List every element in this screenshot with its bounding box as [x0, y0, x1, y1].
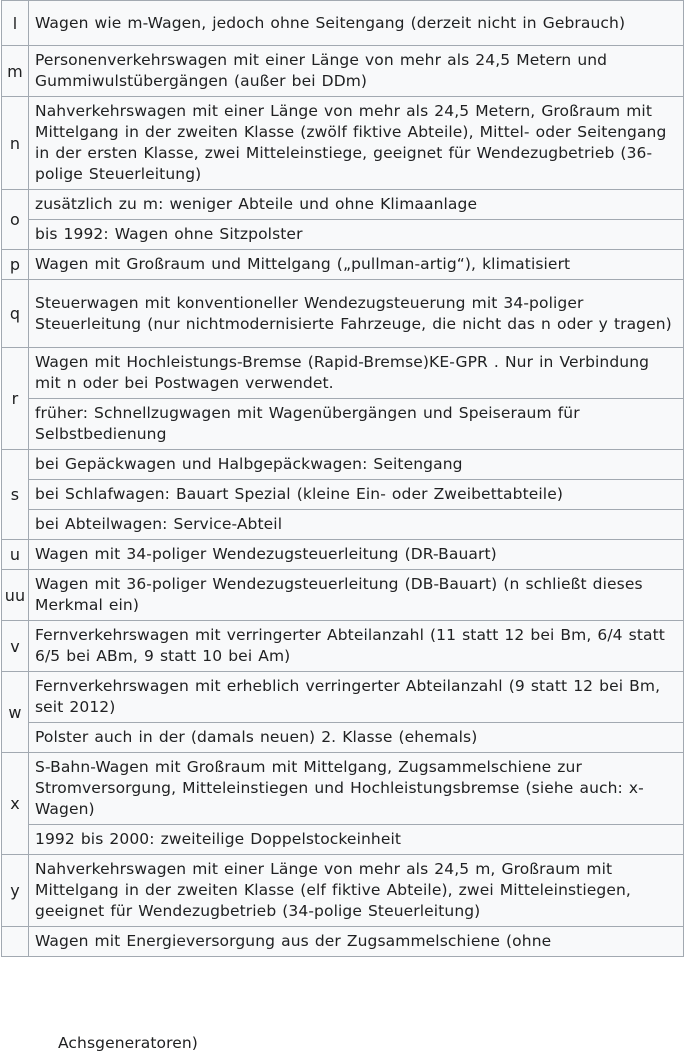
wagon-code-table-body	[2, 1, 684, 957]
code-letter: r	[2, 348, 29, 450]
table-row	[2, 672, 684, 723]
table-row	[2, 540, 684, 570]
table-row	[2, 190, 684, 220]
code-letter: w	[2, 672, 29, 753]
code-description: bei Gepäckwagen und Halbgepäckwagen: Seitengang	[29, 450, 684, 480]
wagon-code-table	[1, 0, 684, 957]
table-row	[2, 220, 684, 250]
table-row	[2, 510, 684, 540]
code-description: Nahverkehrswagen mit einer Länge von mehr als 24,5 m, Großraum mit Mittelgang in der zweiten Klasse (elf fiktive Abteile), zwei Mitteleinstiegen, geeignet für Wendezugbetrieb (34-polige Steuerleitung)	[29, 855, 684, 927]
code-description: zusätzlich zu m: weniger Abteile und ohne Klimaanlage	[29, 190, 684, 220]
table-row	[2, 621, 684, 672]
code-letter	[2, 927, 29, 957]
code-letter: l	[2, 1, 29, 46]
code-description: Steuerwagen mit konventioneller Wendezugsteuerung mit 34-poliger Steuerleitung (nur nichtmodernisierte Fahrzeuge, die nicht das n oder y tragen)	[29, 280, 684, 348]
code-description: bei Schlafwagen: Bauart Spezial (kleine Ein- oder Zweibettabteile)	[29, 480, 684, 510]
code-letter: n	[2, 97, 29, 190]
code-letter: y	[2, 855, 29, 927]
table-row	[2, 1, 684, 46]
table-row	[2, 97, 684, 190]
table-row	[2, 250, 684, 280]
code-description: früher: Schnellzugwagen mit Wagenübergängen und Speiseraum für Selbstbedienung	[29, 399, 684, 450]
code-description: bis 1992: Wagen ohne Sitzpolster	[29, 220, 684, 250]
table-row	[2, 480, 684, 510]
table-row	[2, 399, 684, 450]
code-letter: v	[2, 621, 29, 672]
table-row	[2, 280, 684, 348]
code-letter: x	[2, 753, 29, 855]
table-row	[2, 753, 684, 825]
code-description: bei Abteilwagen: Service-Abteil	[29, 510, 684, 540]
code-description: Wagen mit Hochleistungs-Bremse (Rapid-Bremse)KE-GPR . Nur in Verbindung mit n oder bei Postwagen verwendet.	[29, 348, 684, 399]
table-row	[2, 855, 684, 927]
code-description: Wagen mit 34-poliger Wendezugsteuerleitung (DR-Bauart)	[29, 540, 684, 570]
table-row	[2, 570, 684, 621]
code-description: Wagen mit Großraum und Mittelgang („pullman-artig“), klimatisiert	[29, 250, 684, 280]
code-description: Nahverkehrswagen mit einer Länge von mehr als 24,5 Metern, Großraum mit Mittelgang in der zweiten Klasse (zwölf fiktive Abteile), Mittel- oder Seitengang in der ersten Klasse, zwei Mitteleinstiege, geeignet für Wendezugbetrieb (36-polige Steuerleitung)	[29, 97, 684, 190]
code-description: Polster auch in der (damals neuen) 2. Klasse (ehemals)	[29, 723, 684, 753]
table-row	[2, 450, 684, 480]
code-description: Wagen wie m-Wagen, jedoch ohne Seitengang (derzeit nicht in Gebrauch)	[29, 1, 684, 46]
code-letter: s	[2, 450, 29, 540]
trailing-text: Achsgeneratoren)	[58, 1034, 198, 1052]
code-description: Personenverkehrswagen mit einer Länge von mehr als 24,5 Metern und Gummiwulstübergängen (außer bei DDm)	[29, 46, 684, 97]
code-letter: p	[2, 250, 29, 280]
code-description: S-Bahn-Wagen mit Großraum mit Mittelgang, Zugsammelschiene zur Stromversorgung, Mitteleinstiegen und Hochleistungsbremse (siehe auch: x-Wagen)	[29, 753, 684, 825]
code-letter: q	[2, 280, 29, 348]
table-row	[2, 723, 684, 753]
code-description: Fernverkehrswagen mit erheblich verringerter Abteilanzahl (9 statt 12 bei Bm, seit 2012)	[29, 672, 684, 723]
table-row	[2, 927, 684, 957]
code-description: 1992 bis 2000: zweiteilige Doppelstockeinheit	[29, 825, 684, 855]
code-description: Fernverkehrswagen mit verringerter Abteilanzahl (11 statt 12 bei Bm, 6/4 statt 6/5 bei ABm, 9 statt 10 bei Am)	[29, 621, 684, 672]
code-letter: u	[2, 540, 29, 570]
code-letter: uu	[2, 570, 29, 621]
table-row	[2, 46, 684, 97]
code-letter: m	[2, 46, 29, 97]
code-letter: o	[2, 190, 29, 250]
code-description: Wagen mit 36-poliger Wendezugsteuerleitung (DB-Bauart) (n schließt dieses Merkmal ein)	[29, 570, 684, 621]
table-row	[2, 825, 684, 855]
code-description: Wagen mit Energieversorgung aus der Zugsammelschiene (ohne	[29, 927, 684, 957]
table-row	[2, 348, 684, 399]
